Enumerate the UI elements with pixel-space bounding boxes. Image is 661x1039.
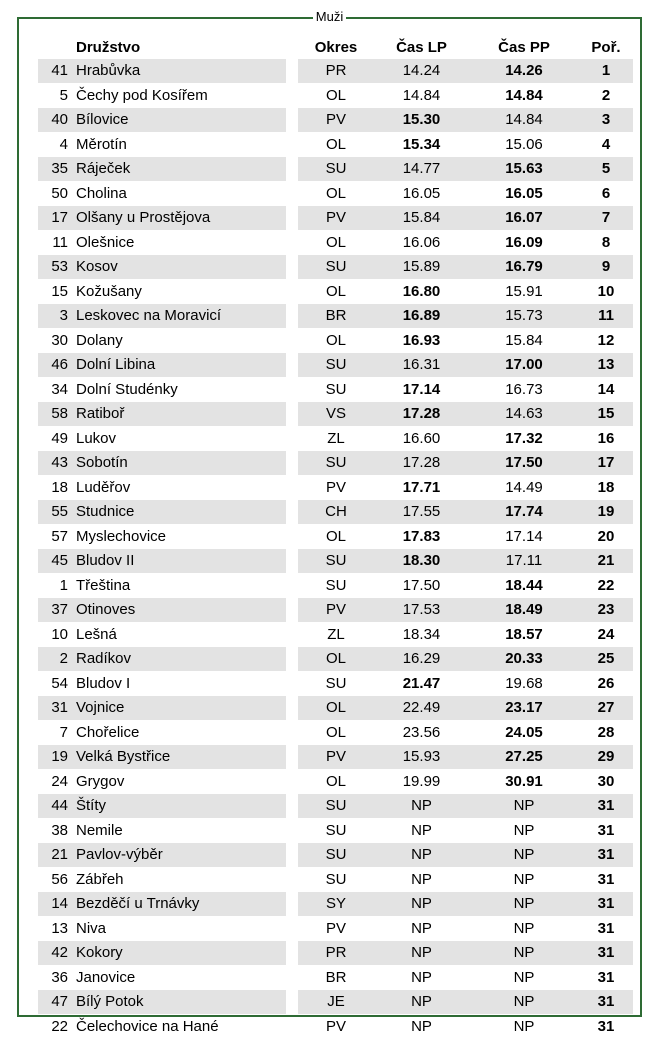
row-rank: 25: [579, 647, 633, 672]
row-time-pp: 17.50: [469, 451, 579, 476]
row-time-pp: 15.06: [469, 132, 579, 157]
row-number: 21: [38, 843, 74, 868]
row-time-pp: 16.07: [469, 206, 579, 231]
row-rank: 8: [579, 230, 633, 255]
row-rank: 31: [579, 965, 633, 990]
row-time-pp: 14.49: [469, 475, 579, 500]
row-team: Studnice: [74, 500, 286, 525]
row-time-pp: 30.91: [469, 769, 579, 794]
row-time-lp: NP: [374, 794, 469, 819]
row-team: Čelechovice na Hané: [74, 1014, 286, 1039]
row-time-pp: NP: [469, 916, 579, 941]
row-number: 43: [38, 451, 74, 476]
row-district: OL: [298, 230, 374, 255]
row-number: 2: [38, 647, 74, 672]
table-row: [38, 230, 633, 255]
table-row: [38, 696, 633, 721]
row-number: 18: [38, 475, 74, 500]
row-number: 19: [38, 745, 74, 770]
row-number: 40: [38, 108, 74, 133]
row-rank: 14: [579, 377, 633, 402]
row-number: 17: [38, 206, 74, 231]
row-number: 10: [38, 622, 74, 647]
row-team: Bílovice: [74, 108, 286, 133]
row-time-pp: NP: [469, 843, 579, 868]
row-rank: 23: [579, 598, 633, 623]
table-row: [38, 769, 633, 794]
row-district: OL: [298, 83, 374, 108]
row-time-lp: 17.53: [374, 598, 469, 623]
row-number: 35: [38, 157, 74, 182]
row-district: PV: [298, 745, 374, 770]
row-district: PV: [298, 108, 374, 133]
row-team: Bludov II: [74, 549, 286, 574]
row-time-lp: NP: [374, 818, 469, 843]
row-district: BR: [298, 304, 374, 329]
row-time-pp: 18.44: [469, 573, 579, 598]
row-time-pp: 15.91: [469, 279, 579, 304]
row-district: JE: [298, 990, 374, 1015]
row-rank: 16: [579, 426, 633, 451]
row-time-lp: NP: [374, 1014, 469, 1039]
row-rank: 4: [579, 132, 633, 157]
row-number: 44: [38, 794, 74, 819]
row-rank: 19: [579, 500, 633, 525]
row-team: Bezděčí u Trnávky: [74, 892, 286, 917]
row-time-lp: NP: [374, 990, 469, 1015]
row-time-lp: 15.34: [374, 132, 469, 157]
row-time-pp: 17.32: [469, 426, 579, 451]
table-row: [38, 451, 633, 476]
row-team: Zábřeh: [74, 867, 286, 892]
row-time-lp: NP: [374, 892, 469, 917]
row-district: SU: [298, 794, 374, 819]
row-time-pp: 16.73: [469, 377, 579, 402]
row-rank: 31: [579, 892, 633, 917]
row-time-pp: NP: [469, 892, 579, 917]
header-district: Okres: [314, 39, 358, 56]
row-team: Luděřov: [74, 475, 286, 500]
table-row: [38, 990, 633, 1015]
row-number: 54: [38, 671, 74, 696]
row-time-lp: 17.71: [374, 475, 469, 500]
row-rank: 31: [579, 794, 633, 819]
table-row: [38, 622, 633, 647]
row-rank: 22: [579, 573, 633, 598]
table-body: [38, 59, 633, 1039]
row-time-lp: 17.50: [374, 573, 469, 598]
row-time-lp: 23.56: [374, 720, 469, 745]
row-team: Lukov: [74, 426, 286, 451]
row-team: Měrotín: [74, 132, 286, 157]
row-rank: 17: [579, 451, 633, 476]
row-number: 15: [38, 279, 74, 304]
row-time-pp: 14.63: [469, 402, 579, 427]
table-row: [38, 1014, 633, 1039]
section-title: Muži: [313, 9, 346, 24]
row-team: Dolní Libina: [74, 353, 286, 378]
table-row: [38, 892, 633, 917]
row-team: Hrabůvka: [74, 59, 286, 83]
row-time-pp: 19.68: [469, 671, 579, 696]
row-number: 11: [38, 230, 74, 255]
row-number: 36: [38, 965, 74, 990]
row-number: 41: [38, 59, 74, 83]
row-rank: 20: [579, 524, 633, 549]
row-district: SU: [298, 671, 374, 696]
row-team: Myslechovice: [74, 524, 286, 549]
row-time-pp: 23.17: [469, 696, 579, 721]
row-time-lp: 17.28: [374, 451, 469, 476]
row-time-pp: 18.49: [469, 598, 579, 623]
row-team: Štíty: [74, 794, 286, 819]
row-rank: 15: [579, 402, 633, 427]
row-district: SU: [298, 255, 374, 280]
row-number: 30: [38, 328, 74, 353]
row-team: Pavlov-výběr: [74, 843, 286, 868]
row-time-lp: 16.60: [374, 426, 469, 451]
row-district: ZL: [298, 622, 374, 647]
row-team: Nemile: [74, 818, 286, 843]
row-number: 55: [38, 500, 74, 525]
row-time-lp: 21.47: [374, 671, 469, 696]
row-rank: 26: [579, 671, 633, 696]
header-team: Družstvo: [76, 39, 141, 56]
row-time-pp: 17.11: [469, 549, 579, 574]
row-time-lp: 18.30: [374, 549, 469, 574]
row-time-lp: 22.49: [374, 696, 469, 721]
row-rank: 31: [579, 843, 633, 868]
table-row: [38, 353, 633, 378]
row-number: 58: [38, 402, 74, 427]
row-rank: 31: [579, 941, 633, 966]
row-team: Ratiboř: [74, 402, 286, 427]
row-number: 37: [38, 598, 74, 623]
row-number: 47: [38, 990, 74, 1015]
table-row: [38, 941, 633, 966]
row-time-lp: NP: [374, 867, 469, 892]
row-team: Olešnice: [74, 230, 286, 255]
row-number: 13: [38, 916, 74, 941]
row-team: Vojnice: [74, 696, 286, 721]
row-team: Třeština: [74, 573, 286, 598]
row-district: PR: [298, 941, 374, 966]
row-number: 14: [38, 892, 74, 917]
row-number: 50: [38, 181, 74, 206]
row-time-lp: 16.29: [374, 647, 469, 672]
row-team: Kokory: [74, 941, 286, 966]
table-header-row: [38, 36, 633, 59]
table-row: [38, 671, 633, 696]
row-team: Olšany u Prostějova: [74, 206, 286, 231]
row-rank: 7: [579, 206, 633, 231]
row-team: Bludov I: [74, 671, 286, 696]
row-district: CH: [298, 500, 374, 525]
row-number: 7: [38, 720, 74, 745]
row-rank: 1: [579, 59, 633, 83]
row-district: ZL: [298, 426, 374, 451]
row-number: 42: [38, 941, 74, 966]
row-number: 31: [38, 696, 74, 721]
table-row: [38, 965, 633, 990]
row-team: Niva: [74, 916, 286, 941]
row-team: Ráječek: [74, 157, 286, 182]
row-number: 24: [38, 769, 74, 794]
row-time-lp: 17.14: [374, 377, 469, 402]
row-rank: 29: [579, 745, 633, 770]
row-time-lp: NP: [374, 843, 469, 868]
row-time-lp: NP: [374, 916, 469, 941]
table-row: [38, 549, 633, 574]
row-time-lp: 15.84: [374, 206, 469, 231]
table-row: [38, 818, 633, 843]
row-rank: 11: [579, 304, 633, 329]
results-table: [38, 36, 633, 1039]
row-team: Sobotín: [74, 451, 286, 476]
row-district: OL: [298, 279, 374, 304]
row-time-pp: NP: [469, 818, 579, 843]
row-time-lp: 14.77: [374, 157, 469, 182]
row-district: SU: [298, 353, 374, 378]
table-row: [38, 157, 633, 182]
row-team: Kožušany: [74, 279, 286, 304]
row-district: VS: [298, 402, 374, 427]
table-row: [38, 255, 633, 280]
row-team: Janovice: [74, 965, 286, 990]
row-district: OL: [298, 647, 374, 672]
row-district: PV: [298, 206, 374, 231]
row-time-pp: 17.74: [469, 500, 579, 525]
row-district: OL: [298, 524, 374, 549]
row-team: Otinoves: [74, 598, 286, 623]
row-time-pp: 16.79: [469, 255, 579, 280]
row-district: SU: [298, 867, 374, 892]
table-row: [38, 426, 633, 451]
row-number: 46: [38, 353, 74, 378]
table-row: [38, 500, 633, 525]
row-time-lp: 14.24: [374, 59, 469, 83]
row-time-pp: 24.05: [469, 720, 579, 745]
row-district: SU: [298, 451, 374, 476]
row-district: OL: [298, 769, 374, 794]
row-district: SU: [298, 843, 374, 868]
row-time-pp: 15.63: [469, 157, 579, 182]
row-team: Chořelice: [74, 720, 286, 745]
row-number: 57: [38, 524, 74, 549]
table-row: [38, 108, 633, 133]
row-rank: 30: [579, 769, 633, 794]
table-row: [38, 377, 633, 402]
row-rank: 28: [579, 720, 633, 745]
row-team: Dolní Studénky: [74, 377, 286, 402]
row-rank: 5: [579, 157, 633, 182]
row-district: PV: [298, 1014, 374, 1039]
table-row: [38, 598, 633, 623]
row-district: PR: [298, 59, 374, 83]
row-rank: 6: [579, 181, 633, 206]
row-rank: 18: [579, 475, 633, 500]
row-number: 3: [38, 304, 74, 329]
row-rank: 3: [579, 108, 633, 133]
row-number: 4: [38, 132, 74, 157]
row-time-pp: 27.25: [469, 745, 579, 770]
row-rank: 24: [579, 622, 633, 647]
row-time-lp: 15.30: [374, 108, 469, 133]
table-row: [38, 794, 633, 819]
row-time-pp: NP: [469, 965, 579, 990]
table-row: [38, 720, 633, 745]
row-rank: 31: [579, 1014, 633, 1039]
row-time-lp: 15.93: [374, 745, 469, 770]
row-district: BR: [298, 965, 374, 990]
row-district: PV: [298, 598, 374, 623]
table-row: [38, 916, 633, 941]
row-time-pp: 15.84: [469, 328, 579, 353]
row-time-lp: 16.31: [374, 353, 469, 378]
row-rank: 13: [579, 353, 633, 378]
row-district: SU: [298, 818, 374, 843]
row-time-pp: 14.26: [469, 59, 579, 83]
row-time-pp: 16.09: [469, 230, 579, 255]
row-time-pp: NP: [469, 867, 579, 892]
row-time-pp: 14.84: [469, 83, 579, 108]
table-row: [38, 304, 633, 329]
table-row: [38, 402, 633, 427]
header-time-lp: Čas LP: [396, 39, 447, 56]
row-number: 38: [38, 818, 74, 843]
row-number: 5: [38, 83, 74, 108]
row-time-lp: 16.93: [374, 328, 469, 353]
row-number: 53: [38, 255, 74, 280]
row-district: OL: [298, 132, 374, 157]
table-row: [38, 524, 633, 549]
row-time-pp: NP: [469, 941, 579, 966]
row-rank: 10: [579, 279, 633, 304]
row-district: PV: [298, 916, 374, 941]
row-time-pp: 17.00: [469, 353, 579, 378]
row-district: OL: [298, 181, 374, 206]
header-time-pp: Čas PP: [498, 39, 550, 56]
row-district: OL: [298, 696, 374, 721]
row-rank: 31: [579, 867, 633, 892]
row-time-pp: NP: [469, 794, 579, 819]
row-district: OL: [298, 328, 374, 353]
row-team: Lešná: [74, 622, 286, 647]
row-district: SU: [298, 157, 374, 182]
row-time-pp: 15.73: [469, 304, 579, 329]
table-row: [38, 475, 633, 500]
row-district: SU: [298, 573, 374, 598]
table-row: [38, 573, 633, 598]
row-number: 49: [38, 426, 74, 451]
table-row: [38, 745, 633, 770]
row-time-lp: 17.28: [374, 402, 469, 427]
row-time-lp: NP: [374, 965, 469, 990]
row-time-pp: NP: [469, 990, 579, 1015]
row-time-lp: 16.80: [374, 279, 469, 304]
row-district: PV: [298, 475, 374, 500]
table-row: [38, 279, 633, 304]
row-time-pp: 20.33: [469, 647, 579, 672]
table-row: [38, 328, 633, 353]
row-time-pp: 14.84: [469, 108, 579, 133]
row-district: SU: [298, 377, 374, 402]
row-rank: 9: [579, 255, 633, 280]
row-time-pp: NP: [469, 1014, 579, 1039]
row-rank: 12: [579, 328, 633, 353]
row-number: 56: [38, 867, 74, 892]
row-district: OL: [298, 720, 374, 745]
table-row: [38, 206, 633, 231]
row-rank: 31: [579, 916, 633, 941]
row-time-lp: 16.05: [374, 181, 469, 206]
frame-legend: [19, 9, 640, 25]
row-rank: 31: [579, 990, 633, 1015]
row-number: 22: [38, 1014, 74, 1039]
header-rank: Poř.: [591, 39, 621, 56]
row-team: Radíkov: [74, 647, 286, 672]
header-number: [38, 36, 74, 59]
table-row: [38, 867, 633, 892]
table-row: [38, 59, 633, 83]
row-team: Kosov: [74, 255, 286, 280]
row-time-lp: 19.99: [374, 769, 469, 794]
row-time-lp: 14.84: [374, 83, 469, 108]
row-time-pp: 16.05: [469, 181, 579, 206]
row-team: Cholina: [74, 181, 286, 206]
table-row: [38, 181, 633, 206]
row-time-lp: 16.89: [374, 304, 469, 329]
row-team: Bílý Potok: [74, 990, 286, 1015]
table-row: [38, 843, 633, 868]
row-time-lp: 17.83: [374, 524, 469, 549]
row-number: 45: [38, 549, 74, 574]
table-row: [38, 647, 633, 672]
row-rank: 2: [579, 83, 633, 108]
row-team: Velká Bystřice: [74, 745, 286, 770]
row-rank: 31: [579, 818, 633, 843]
row-district: SY: [298, 892, 374, 917]
row-time-pp: 17.14: [469, 524, 579, 549]
row-team: Grygov: [74, 769, 286, 794]
row-district: SU: [298, 549, 374, 574]
row-time-lp: 18.34: [374, 622, 469, 647]
row-time-lp: 16.06: [374, 230, 469, 255]
row-team: Čechy pod Kosířem: [74, 83, 286, 108]
row-time-lp: 15.89: [374, 255, 469, 280]
row-number: 34: [38, 377, 74, 402]
row-team: Leskovec na Moravicí: [74, 304, 286, 329]
row-team: Dolany: [74, 328, 286, 353]
row-rank: 21: [579, 549, 633, 574]
row-time-lp: NP: [374, 941, 469, 966]
row-time-pp: 18.57: [469, 622, 579, 647]
row-rank: 27: [579, 696, 633, 721]
table-row: [38, 83, 633, 108]
table-row: [38, 132, 633, 157]
row-number: 1: [38, 573, 74, 598]
row-time-lp: 17.55: [374, 500, 469, 525]
